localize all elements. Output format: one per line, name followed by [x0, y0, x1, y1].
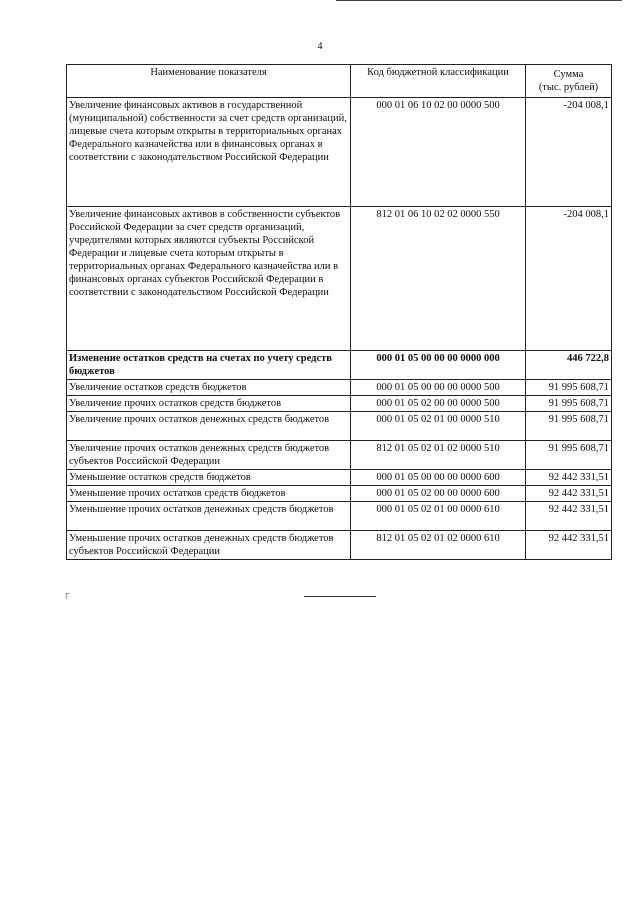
row-code: 812 01 05 02 01 02 0000 610	[351, 531, 526, 560]
table-row	[67, 531, 612, 560]
row-name: Увеличение прочих остатков денежных средств бюджетов субъектов Российской Федерации	[67, 441, 351, 470]
row-name: Уменьшение остатков средств бюджетов	[67, 470, 351, 486]
top-rule	[336, 0, 622, 1]
row-sum: 91 995 608,71	[526, 441, 612, 470]
row-code: 000 01 05 02 00 00 0000 500	[351, 396, 526, 412]
row-code: 000 01 05 00 00 00 0000 500	[351, 380, 526, 396]
end-of-table-line	[304, 596, 376, 597]
row-sum: 92 442 331,51	[526, 486, 612, 502]
row-name: Увеличение прочих остатков средств бюджетов	[67, 396, 351, 412]
row-code: 812 01 05 02 01 02 0000 510	[351, 441, 526, 470]
row-code: 000 01 05 02 00 00 0000 600	[351, 486, 526, 502]
budget-table	[66, 64, 612, 560]
table-row	[67, 396, 612, 412]
row-code: 000 01 05 02 01 00 0000 610	[351, 502, 526, 531]
table-row	[67, 502, 612, 531]
row-name: Увеличение финансовых активов в собственности субъектов Российской Федерации за счет средств организаций, учредителями которых являются субъекты Российской Федерации и лицевые счета которым открыты в территориальных органах Федерального казначейства или в финансовых органах субъектов Российской Федерации в соответствии с законодательством Российской Федерации	[67, 207, 351, 351]
table-header-row	[67, 65, 612, 98]
row-code: 812 01 06 10 02 02 0000 550	[351, 207, 526, 351]
row-code: 000 01 05 00 00 00 0000 000	[351, 351, 526, 380]
margin-mark: ┌	[63, 588, 70, 598]
table-row	[67, 486, 612, 502]
row-name: Уменьшение прочих остатков денежных средств бюджетов	[67, 502, 351, 531]
row-name: Увеличение финансовых активов в государственной (муниципальной) собственности за счет средств организаций, лицевые счета которым открыты в территориальных органах Федерального казначейства или в финансовых органах в соответствии с законодательством Российской Федерации	[67, 98, 351, 207]
row-sum: 91 995 608,71	[526, 380, 612, 396]
table-row	[67, 412, 612, 441]
header-code: Код бюджетной классификации	[351, 65, 526, 98]
table-row	[67, 207, 612, 351]
table-row	[67, 470, 612, 486]
table-row	[67, 98, 612, 207]
row-sum: -204 008,1	[526, 98, 612, 207]
row-code: 000 01 05 00 00 00 0000 600	[351, 470, 526, 486]
page-number: 4	[317, 41, 323, 52]
row-name: Уменьшение прочих остатков средств бюджетов	[67, 486, 351, 502]
row-name: Изменение остатков средств на счетах по учету средств бюджетов	[67, 351, 351, 380]
row-code: 000 01 05 02 01 00 0000 510	[351, 412, 526, 441]
row-sum: 92 442 331,51	[526, 502, 612, 531]
table-row	[67, 351, 612, 380]
table-row	[67, 380, 612, 396]
table-row	[67, 441, 612, 470]
row-name: Увеличение остатков средств бюджетов	[67, 380, 351, 396]
row-sum: 91 995 608,71	[526, 396, 612, 412]
row-code: 000 01 06 10 02 00 0000 500	[351, 98, 526, 207]
row-sum: 91 995 608,71	[526, 412, 612, 441]
row-sum: 446 722,8	[526, 351, 612, 380]
row-sum: -204 008,1	[526, 207, 612, 351]
row-name: Увеличение прочих остатков денежных средств бюджетов	[67, 412, 351, 441]
row-sum: 92 442 331,51	[526, 470, 612, 486]
header-sum-line1: Сумма	[553, 69, 584, 80]
header-name: Наименование показателя	[67, 65, 351, 98]
row-name: Уменьшение прочих остатков денежных средств бюджетов субъектов Российской Федерации	[67, 531, 351, 560]
header-sum	[526, 65, 612, 98]
header-sum-line2: (тыс. рублей)	[538, 82, 599, 93]
row-sum: 92 442 331,51	[526, 531, 612, 560]
